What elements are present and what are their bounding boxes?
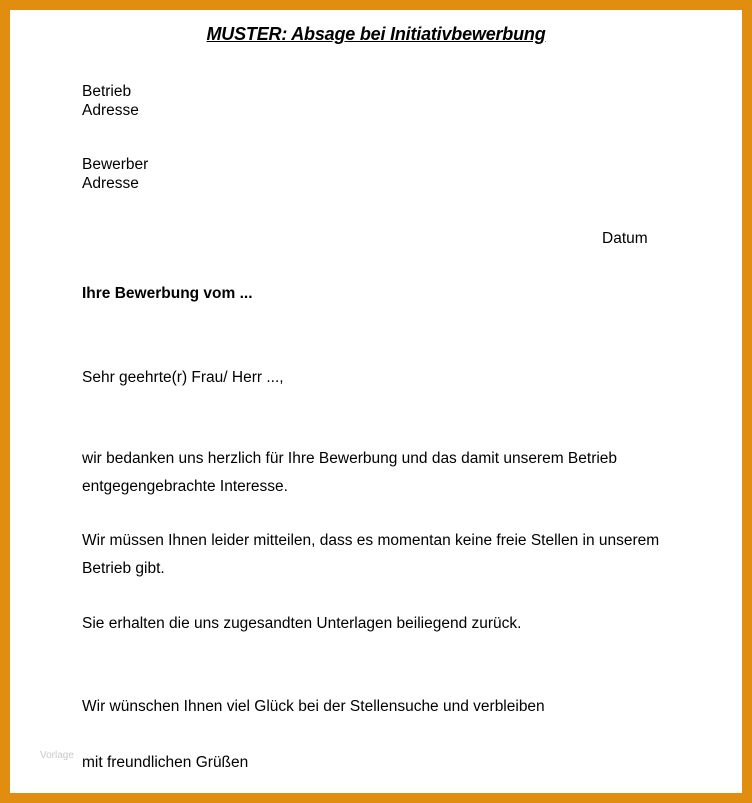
company-address: Adresse [82,102,139,119]
letter-closing: mit freundlichen Grüßen [82,754,249,771]
applicant-address: Adresse [82,175,139,192]
watermark-text: Vorlage [40,750,74,761]
letter-page [10,10,742,793]
company-name: Betrieb [82,83,132,100]
paragraph-good-luck: Wir wünschen Ihnen viel Glück bei der Stellensuche und verbleiben [82,698,545,715]
letter-date: Datum [602,230,648,247]
paragraph-rejection: Wir müssen Ihnen leider mitteilen, dass es momentan keine freie Stellen in unserem Betrieb gibt. [82,532,660,577]
paragraph-documents-returned: Sie erhalten die uns zugesandten Unterlagen beiliegend zurück. [82,615,522,632]
letter-salutation: Sehr geehrte(r) Frau/ Herr ..., [82,369,284,386]
paragraph-thanks: wir bedanken uns herzlich für Ihre Bewerbung und das damit unserem Betrieb entgegengebrachte Interesse. [82,450,618,495]
document-title: MUSTER: Absage bei Initiativbewerbung [206,24,546,44]
letter-subject: Ihre Bewerbung vom ... [82,285,253,302]
applicant-name: Bewerber [82,156,149,173]
